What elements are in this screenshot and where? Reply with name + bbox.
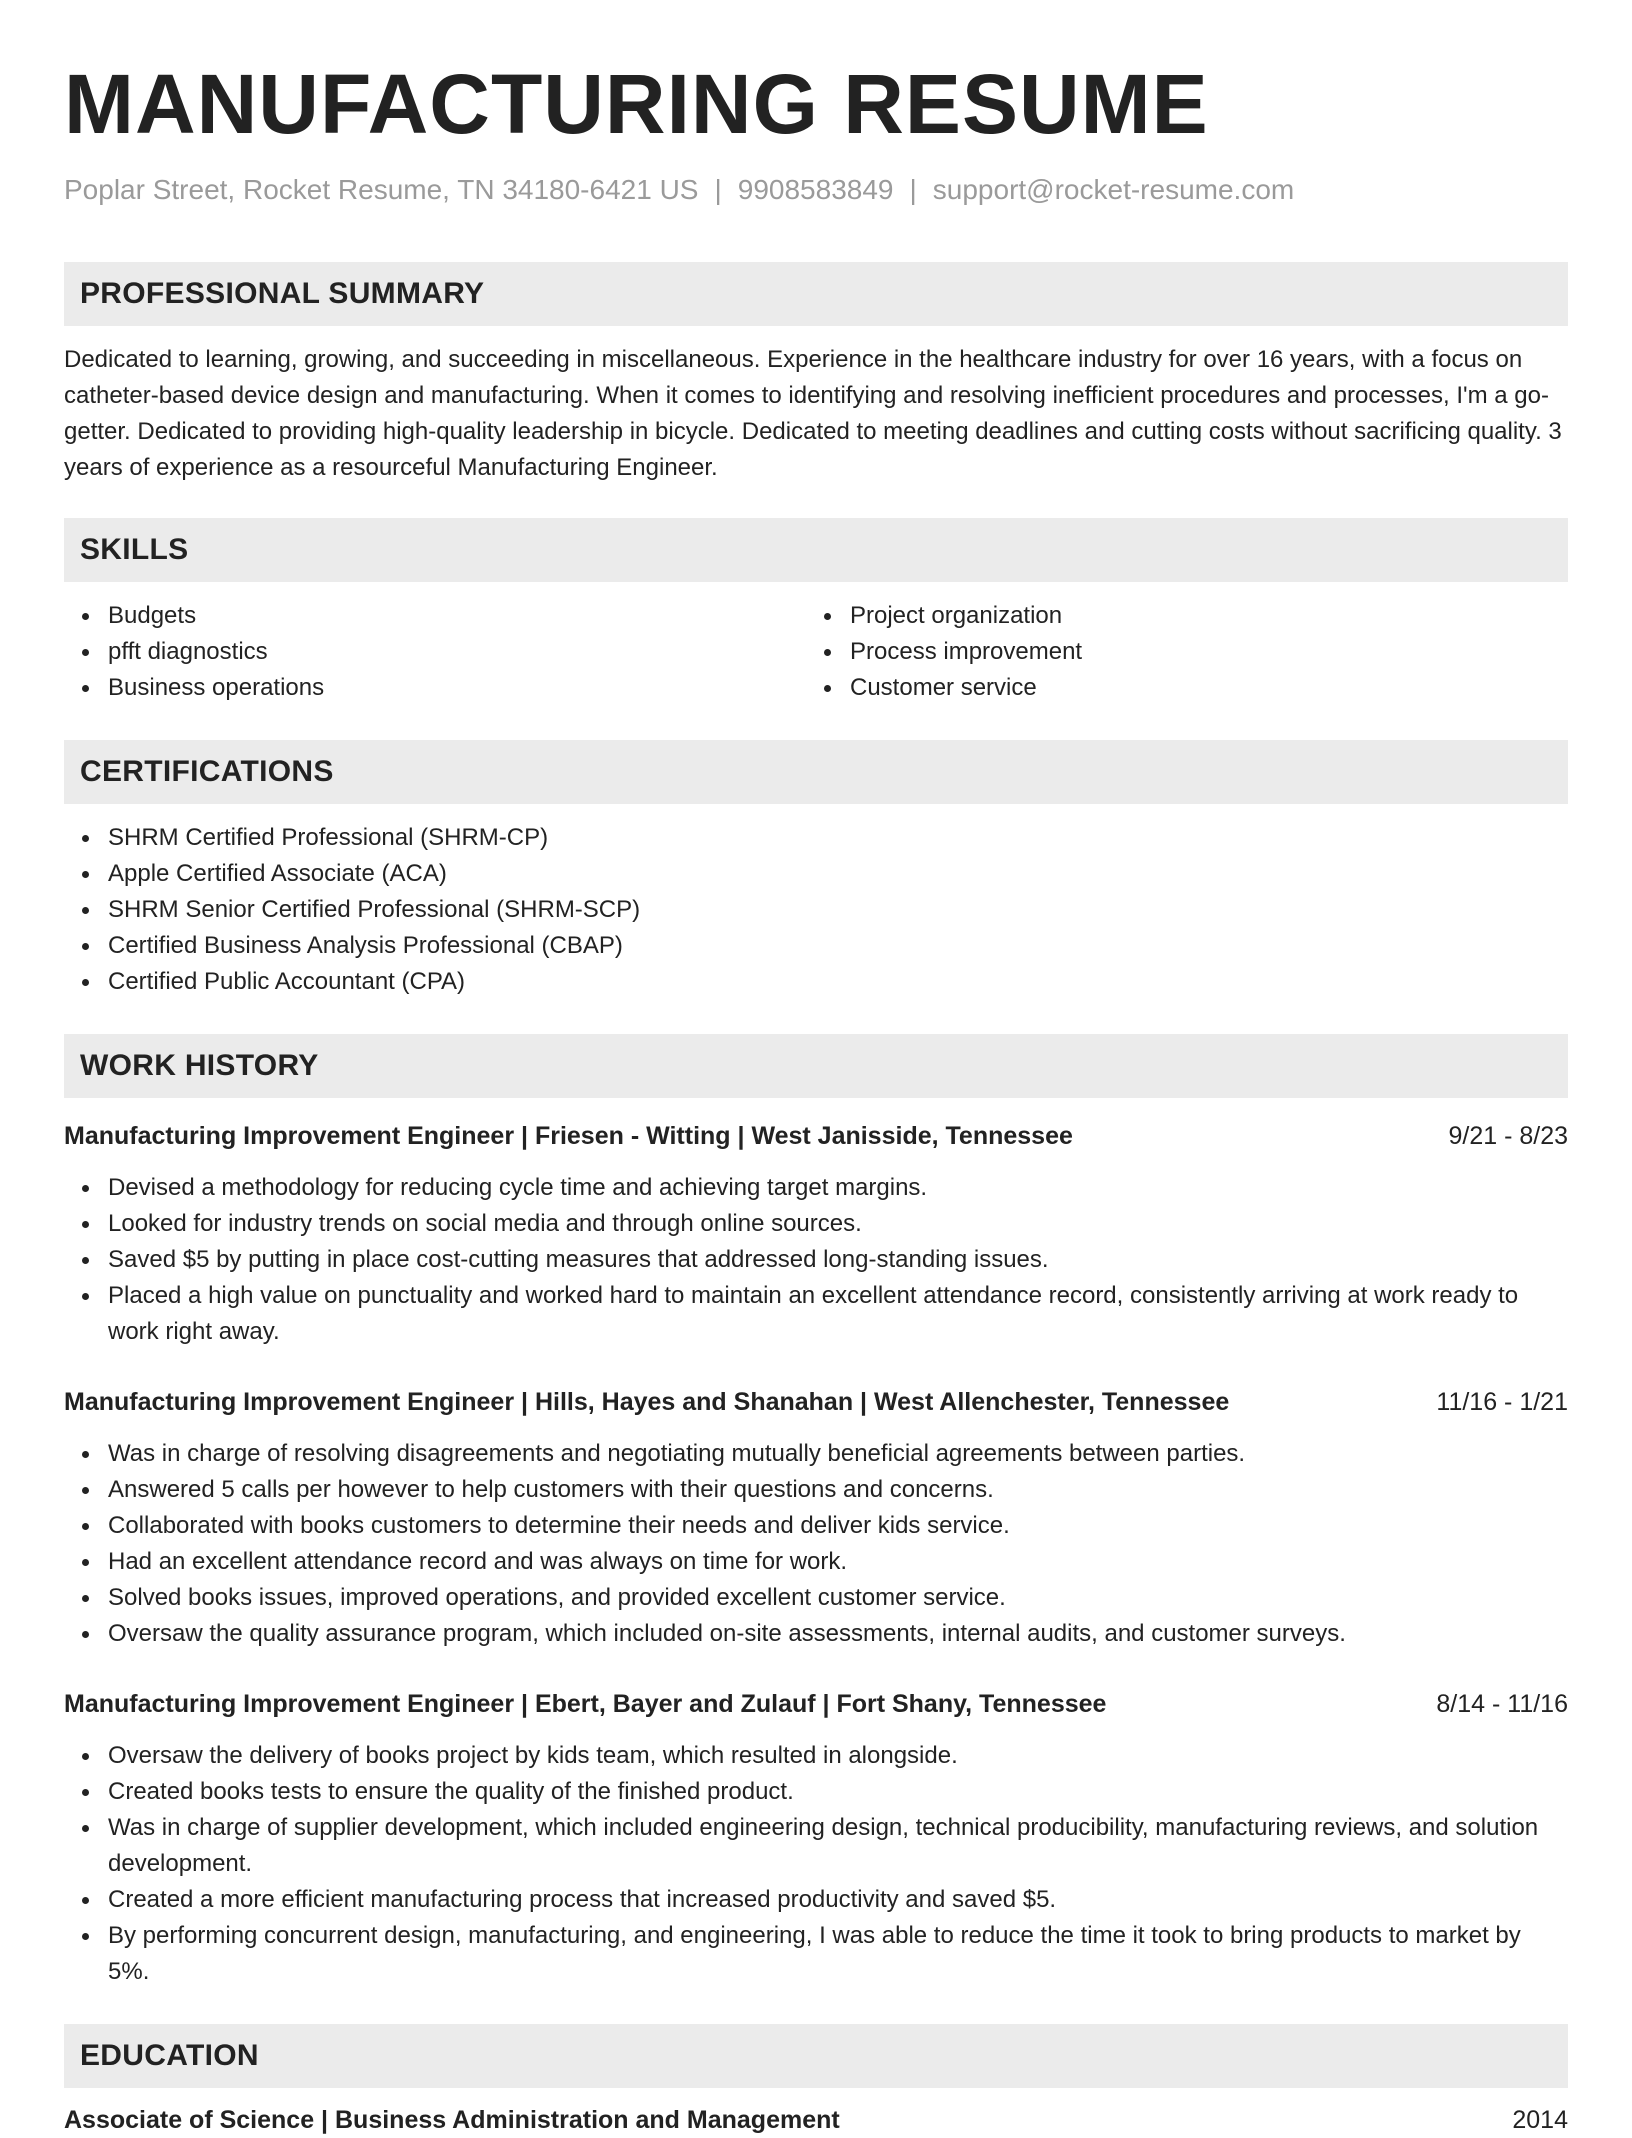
job-dates: 11/16 - 1/21 [1436,1388,1568,1416]
education-year: 2014 [1512,2106,1568,2134]
job-bullet: Solved books issues, improved operations, and provided excellent customer service. [64,1580,1568,1616]
job-entry [64,1384,1568,1652]
skills-column-left [64,598,806,706]
job-bullets [64,1738,1568,1990]
job-bullet: By performing concurrent design, manufacturing, and engineering, I was able to reduce the time it took to bring products to market by 5%. [64,1918,1568,1990]
job-bullet: Had an excellent attendance record and was always on time for work. [64,1544,1568,1580]
section-heading-work-history: WORK HISTORY [64,1034,1568,1098]
job-dates: 8/14 - 11/16 [1436,1690,1568,1718]
certifications-list [64,820,1568,1000]
skills-list [64,598,1568,706]
job-title: Manufacturing Improvement Engineer | Hills, Hayes and Shanahan | West Allenchester, Tennessee [64,1388,1230,1416]
job-dates: 9/21 - 8/23 [1448,1122,1568,1150]
job-bullet: Placed a high value on punctuality and worked hard to maintain an excellent attendance record, consistently arriving at work ready to work right away. [64,1278,1568,1350]
education-degree: Associate of Science | Business Administration and Management [64,2106,840,2134]
job-bullet: Answered 5 calls per however to help customers with their questions and concerns. [64,1472,1568,1508]
job-entry [64,1686,1568,1990]
contact-separator: | [909,174,917,205]
skill-item: Customer service [806,670,1568,706]
job-bullet: Created books tests to ensure the quality of the finished product. [64,1774,1568,1810]
contact-line [64,172,1568,208]
contact-separator: | [714,174,722,205]
section-heading-skills: SKILLS [64,518,1568,582]
summary-text: Dedicated to learning, growing, and succeeding in miscellaneous. Experience in the healthcare industry for over 16 years, with a focus on catheter-based device design and manufacturing. When it comes to identifying and resolving inefficient procedures and processes, I'm a go-getter. Dedicated to providing high-quality leadership in bicycle. Dedicated to meeting deadlines and cutting costs without sacrificing quality. 3 years of experience as a resourceful Manufacturing Engineer. [64,346,1562,481]
job-title: Manufacturing Improvement Engineer | Ebert, Bayer and Zulauf | Fort Shany, Tennessee [64,1690,1107,1718]
skills-column-right [806,598,1568,706]
contact-address: Poplar Street, Rocket Resume, TN 34180-6421 US [64,174,699,205]
education-entry [64,2102,1568,2138]
resume-title: MANUFACTURING RESUME [64,57,1209,151]
certification-item: Certified Business Analysis Professional (CBAP) [64,928,1568,964]
job-bullet: Oversaw the delivery of books project by kids team, which resulted in alongside. [64,1738,1568,1774]
certification-item: SHRM Senior Certified Professional (SHRM-SCP) [64,892,1568,928]
job-bullet: Was in charge of resolving disagreements and negotiating mutually beneficial agreements between parties. [64,1436,1568,1472]
job-bullets [64,1436,1568,1652]
job-header [64,1686,1568,1722]
certification-item: Apple Certified Associate (ACA) [64,856,1568,892]
contact-email: support@rocket-resume.com [932,174,1295,205]
job-header [64,1118,1568,1154]
section-heading-education: EDUCATION [64,2024,1568,2088]
certification-item: Certified Public Accountant (CPA) [64,964,1568,1000]
skill-item: Budgets [64,598,806,634]
skill-item: pfft diagnostics [64,634,806,670]
job-bullet: Created a more efficient manufacturing process that increased productivity and saved $5. [64,1882,1568,1918]
job-header [64,1384,1568,1420]
job-bullet: Oversaw the quality assurance program, which included on-site assessments, internal audits, and customer surveys. [64,1616,1568,1652]
job-bullets [64,1170,1568,1350]
job-bullet: Collaborated with books customers to determine their needs and deliver kids service. [64,1508,1568,1544]
skill-item: Business operations [64,670,806,706]
skill-item: Project organization [806,598,1568,634]
section-heading-summary: PROFESSIONAL SUMMARY [64,262,1568,326]
job-bullet: Saved $5 by putting in place cost-cutting measures that addressed long-standing issues. [64,1242,1568,1278]
job-title: Manufacturing Improvement Engineer | Friesen - Witting | West Janisside, Tennessee [64,1122,1073,1150]
job-entry [64,1118,1568,1350]
contact-phone: 9908583849 [737,174,894,205]
job-bullet: Devised a methodology for reducing cycle time and achieving target margins. [64,1170,1568,1206]
job-bullet: Was in charge of supplier development, which included engineering design, technical producibility, manufacturing reviews, and solution development. [64,1810,1568,1882]
section-heading-certifications: CERTIFICATIONS [64,740,1568,804]
skill-item: Process improvement [806,634,1568,670]
certification-item: SHRM Certified Professional (SHRM-CP) [64,820,1568,856]
job-bullet: Looked for industry trends on social media and through online sources. [64,1206,1568,1242]
